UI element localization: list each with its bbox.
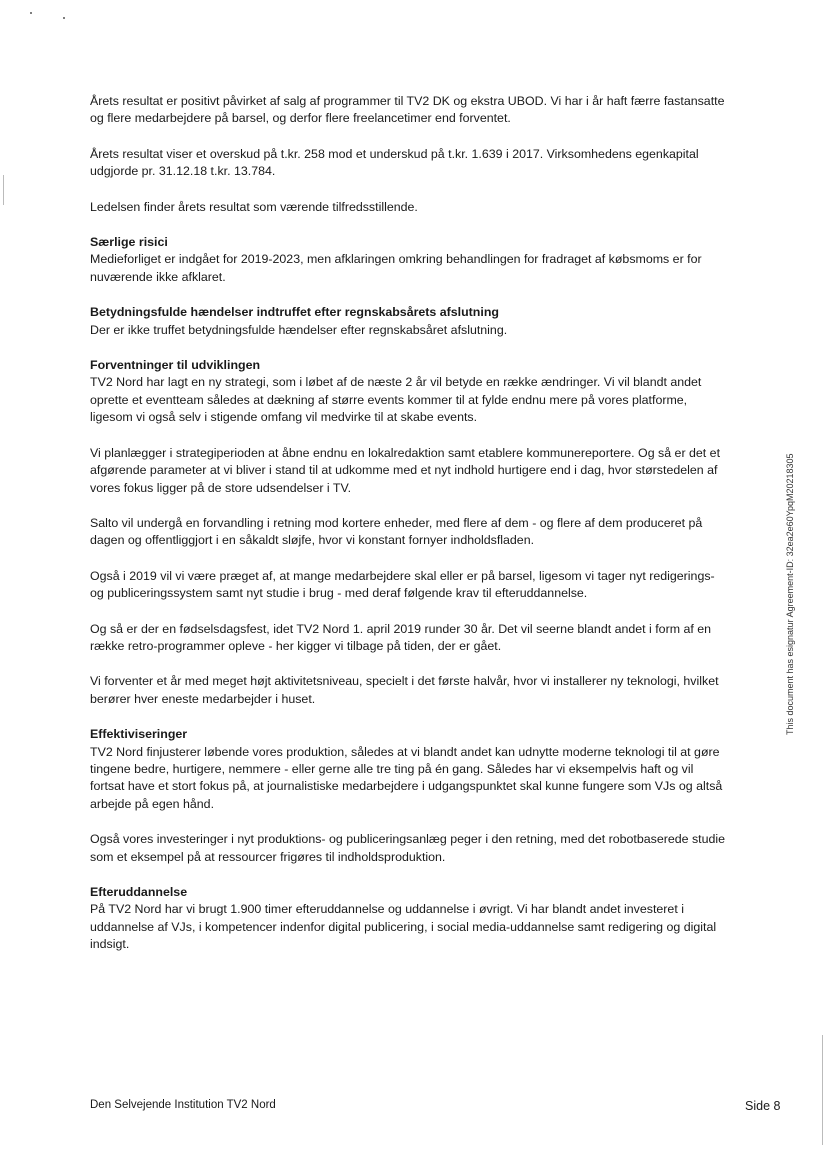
- document-body: [90, 93, 730, 972]
- paragraph-text: TV2 Nord finjusterer løbende vores produktion, således at vi blandt andet kan udnytte moderne teknologi til at gøre tingene bedre, hurtigere, nemmere - eller gerne alle tre ting på én gang. Således har vi eksempelvis haft og vil fortsat have et stort fokus på, at journalistiske medarbejdere i udgangspunktet skal kunne fungere som VJs og altså arbejde på egen hånd.: [90, 744, 723, 811]
- paragraph-text: Også i 2019 vil vi være præget af, at mange medarbejdere skal eller er på barsel, ligesom vi tager nyt redigerings- og publiceringssystem samt nyt studie i brug - med deraf følgende krav til efteruddannelse.: [90, 568, 715, 601]
- paragraph-text: Også vores investeringer i nyt produktions- og publiceringsanlæg peger i den retning, med det robotbaserede studie som et eksempel på at ressourcer frigøres til indholdsproduktion.: [90, 832, 726, 864]
- paragraph: [90, 199, 730, 216]
- paragraph: [90, 93, 730, 128]
- paragraph: [90, 568, 730, 603]
- paragraph: [90, 234, 730, 286]
- paragraph-text: Årets resultat er positivt påvirket af salg af programmer til TV2 DK og ekstra UBOD. Vi har i år haft færre fastansatte og flere medarbejdere på barsel, og derfor flere freelancetimer end forventet.: [90, 94, 725, 126]
- scan-edge-mark: [3, 175, 4, 205]
- paragraph: [90, 445, 730, 497]
- paragraph-text: Salto vil undergå en forvandling i retning mod kortere enheder, med flere af dem - og flere af dem produceret på dagen og offentliggjort i en såkaldt sløjfe, hvor vi konstant fornyer indholdsfladen.: [90, 515, 703, 548]
- paragraph-text: Årets resultat viser et overskud på t.kr. 258 mod et underskud på t.kr. 1.639 i 2017. Virksomhedens egenkapital udgjorde pr. 31.12.18 t.kr. 13.784.: [90, 146, 699, 179]
- paragraph: [90, 515, 730, 550]
- paragraph: [90, 884, 730, 954]
- paragraph: [90, 673, 730, 708]
- paragraph: [90, 357, 730, 427]
- paragraph-text: Vi forventer et år med meget højt aktivitetsniveau, specielt i det første halvår, hvor vi installerer ny teknologi, hvilket berører hver eneste medarbejder i huset.: [90, 674, 719, 706]
- paragraph-text: Medieforliget er indgået for 2019-2023, men afklaringen omkring behandlingen for fradraget af købsmoms er for nuværende ikke afklaret.: [90, 252, 702, 284]
- paragraph-text: Og så er der en fødselsdagsfest, idet TV2 Nord 1. april 2019 runder 30 år. Det vil seerne blandt andet i form af en række retro-programmer opleve - her kigger vi tilbage på tiden, der er gået.: [90, 621, 712, 653]
- paragraph-text: På TV2 Nord har vi brugt 1.900 timer efteruddannelse og uddannelse i øvrigt. Vi har blandt andet investeret i uddannelse af VJs, i kompetencer indenfor digital publicering, i social media-uddannelse samt redigering og digital indsigt.: [90, 902, 717, 952]
- section-heading: Forventninger til udviklingen: [90, 358, 261, 373]
- section-heading: Særlige risici: [90, 235, 168, 250]
- paragraph: [90, 831, 730, 866]
- page-number: Side 8: [745, 1099, 781, 1113]
- paragraph-text: Vi planlægger i strategiperioden at åbne endnu en lokalredaktion samt etablere kommunereportere. Og så er det et afgørende parameter at vi bliver i stand til at udkomme med et nyt indhold hurtigere end i dag, hvor størstedelen af vores fokus ligger på de store udsendelser i TV.: [90, 445, 721, 495]
- paragraph: [90, 304, 730, 339]
- paragraph-text: Der er ikke truffet betydningsfulde hændelser efter regnskabsåret afslutning.: [90, 322, 508, 337]
- paragraph: [90, 726, 730, 813]
- footer-organization: Den Selvejende Institution TV2 Nord: [90, 1099, 276, 1111]
- paragraph: [90, 621, 730, 656]
- section-heading: Efteruddannelse: [90, 885, 188, 899]
- paragraph: [90, 146, 730, 181]
- esignatur-stamp: This document has esignatur Agreement-ID: 32ea2e60YpqM20218305: [785, 453, 795, 735]
- paragraph-text: TV2 Nord har lagt en ny strategi, som i løbet af de næste 2 år vil betyde en række ændringer. Vi vil blandt andet oprette et eventteam således at dækning af større events kommer til at fylde endnu mere på vores platforme, ligesom vi også selv i stigende omfang vil medvirke til at skabe events.: [90, 375, 702, 425]
- section-heading: Betydningsfulde hændelser indtruffet efter regnskabsårets afslutning: [90, 305, 499, 320]
- paragraph-text: Ledelsen finder årets resultat som værende tilfredsstillende.: [90, 199, 418, 214]
- scan-speck: [63, 17, 65, 19]
- scan-edge-mark: [822, 1035, 823, 1145]
- section-heading: Effektiviseringer: [90, 727, 188, 742]
- scan-speck: [30, 12, 32, 14]
